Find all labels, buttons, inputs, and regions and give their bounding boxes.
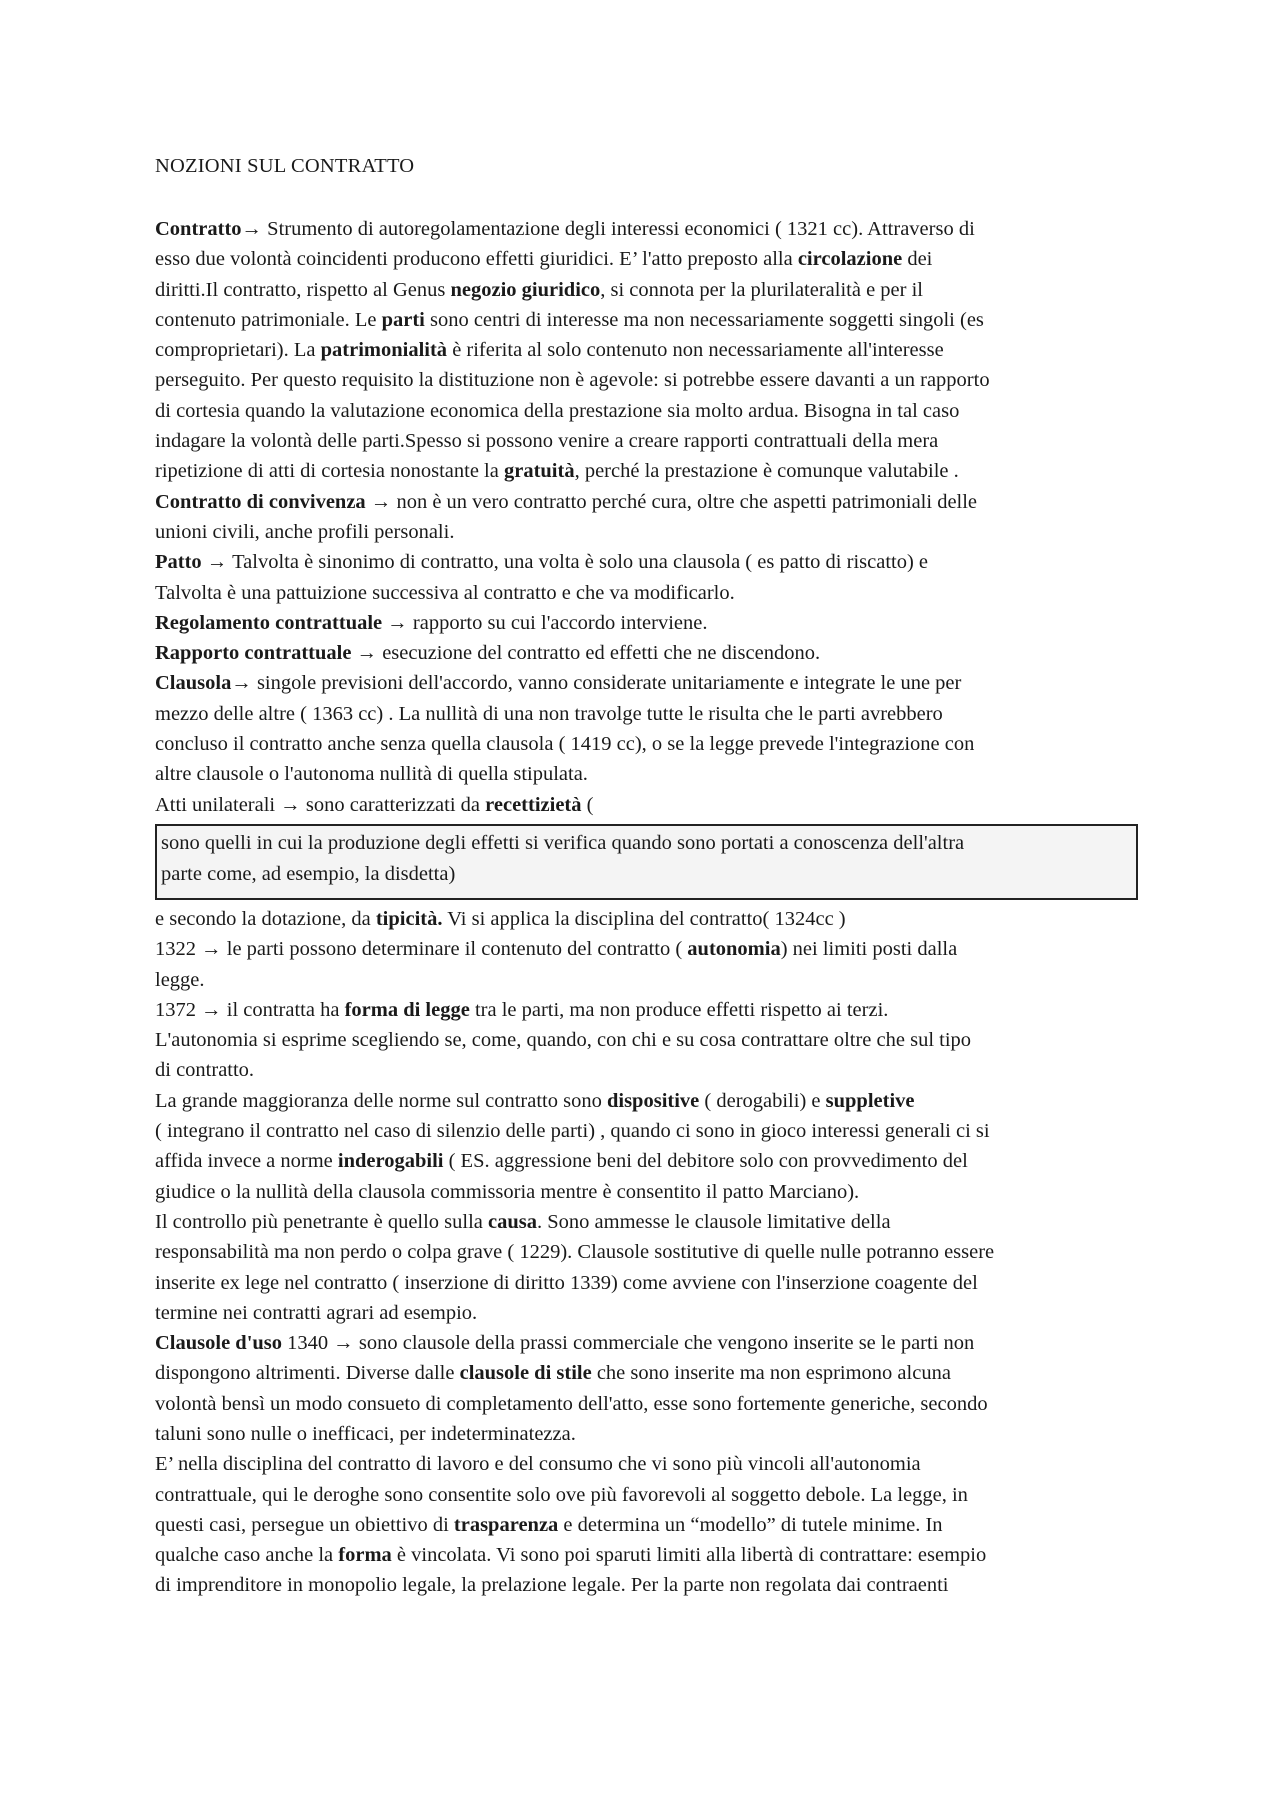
text-run: dei xyxy=(902,248,933,271)
text-line xyxy=(155,995,1135,1025)
bold-term: forma xyxy=(338,1544,392,1567)
bold-term: autonomia xyxy=(687,938,781,961)
text-run: e determina un “modello” di tutele minime. In xyxy=(558,1513,943,1536)
text-run: ripetizione di atti di cortesia nonostante la xyxy=(155,460,504,483)
text-line xyxy=(155,1449,1135,1479)
text-run: è riferita al solo contenuto non necessariamente all'interesse xyxy=(447,339,944,362)
text-run: giudice o la nullità della clausola commissoria mentre è consentito il patto Marciano). xyxy=(155,1180,860,1203)
text-line xyxy=(155,1055,1135,1085)
text-run: è vincolata. Vi sono poi sparuti limiti alla libertà di contrattare: esempio xyxy=(391,1544,987,1567)
text-line xyxy=(155,456,1135,486)
text-run: responsabilità ma non perdo o colpa grave ( 1229). Clausole sostitutive di quelle nulle potranno essere xyxy=(155,1241,995,1264)
text-run: termine nei contratti agrari ad esempio. xyxy=(155,1301,478,1324)
bold-term: tipicità. xyxy=(375,907,443,930)
text-line xyxy=(155,1207,1135,1237)
text-line xyxy=(155,396,1135,426)
text-run: → non è un vero contratto perché cura, oltre che aspetti patrimoniali delle xyxy=(365,490,978,513)
text-line xyxy=(155,1237,1135,1267)
text-run: di contratto. xyxy=(155,1059,255,1082)
text-run: affida invece a norme xyxy=(155,1150,338,1173)
bold-term: causa xyxy=(488,1210,538,1233)
text-run: parte come, ad esempio, la disdetta) xyxy=(161,862,456,885)
text-line xyxy=(155,517,1135,547)
bold-term: circolazione xyxy=(797,248,903,271)
text-run: concluso il contratto anche senza quella clausola ( 1419 cc), o se la legge prevede l'integrazione con xyxy=(155,733,975,756)
text-run: 1372 → il contratta ha xyxy=(155,998,345,1021)
text-run: di imprenditore in monopolio legale, la prelazione legale. Per la parte non regolata dai contraenti xyxy=(155,1574,949,1597)
text-line xyxy=(155,729,1135,759)
text-run: contrattuale, qui le deroghe sono consentite solo ove più favorevoli al soggetto debole. La legge, in xyxy=(155,1483,968,1506)
text-line xyxy=(155,547,1135,577)
text-line xyxy=(155,934,1135,964)
bold-term: patrimonialità xyxy=(320,339,448,362)
text-line xyxy=(155,1268,1135,1298)
text-run: 1322 → le parti possono determinare il contenuto del contratto ( xyxy=(155,938,688,961)
bold-term: trasparenza xyxy=(453,1513,559,1536)
text-line xyxy=(155,1419,1135,1449)
text-line xyxy=(155,426,1135,456)
bold-term: Patto xyxy=(155,551,202,574)
text-line xyxy=(155,305,1135,335)
text-run: perseguito. Per questo requisito la distituzione non è agevole: si potrebbe essere davanti a un rapporto xyxy=(155,369,990,392)
bold-term: suppletive xyxy=(825,1089,915,1112)
text-line xyxy=(155,1570,1135,1600)
text-line xyxy=(155,790,1135,820)
text-run: . Sono ammesse le clausole limitative della xyxy=(537,1210,891,1233)
bold-term: gratuità xyxy=(503,460,575,483)
text-run: indagare la volontà delle parti.Spesso si possono venire a creare rapporti contrattuali della mera xyxy=(155,430,939,453)
text-line xyxy=(155,1389,1135,1419)
text-run: diritti.Il contratto, rispetto al Genus xyxy=(155,278,451,301)
text-run: e secondo la dotazione, da xyxy=(155,907,376,930)
text-run: tra le parti, ma non produce effetti rispetto ai terzi. xyxy=(469,998,889,1021)
bold-term: dispositive xyxy=(606,1089,700,1112)
text-run: dispongono altrimenti. Diverse dalle xyxy=(155,1362,460,1385)
text-run: Il controllo più penetrante è quello sulla xyxy=(155,1210,489,1233)
text-line xyxy=(155,1480,1135,1510)
text-line xyxy=(155,365,1135,395)
bold-term: recettizietà xyxy=(485,793,582,816)
bold-term: Regolamento contrattuale xyxy=(155,611,383,634)
text-run: ) nei limiti posti dalla xyxy=(780,938,958,961)
highlighted-text-box xyxy=(155,824,1138,900)
text-run: taluni sono nulle o inefficaci, per indeterminatezza. xyxy=(155,1422,576,1445)
text-run: volontà bensì un modo consueto di completamento dell'atto, esse sono fortemente generiche, secondo xyxy=(155,1392,988,1415)
bold-term: inderogabili xyxy=(337,1150,444,1173)
bold-term: Clausola xyxy=(155,672,232,695)
document-body xyxy=(155,214,1135,1601)
text-run: questi casi, persegue un obiettivo di xyxy=(155,1513,454,1536)
text-line xyxy=(155,335,1135,365)
text-run: Vi si applica la disciplina del contratto( 1324cc ) xyxy=(442,907,846,930)
text-run: 1340 → sono clausole della prassi commerciale che vengono inserite se le parti non xyxy=(282,1332,975,1355)
text-run: , perché la prestazione è comunque valutabile . xyxy=(574,460,959,483)
text-line xyxy=(155,965,1135,995)
text-run: L'autonomia si esprime scegliendo se, come, quando, con chi e su cosa contrattare oltre che sul tipo xyxy=(155,1029,972,1052)
text-line xyxy=(155,1298,1135,1328)
text-run: sono centri di interesse ma non necessariamente soggetti singoli (es xyxy=(424,308,984,331)
text-run: contenuto patrimoniale. Le xyxy=(155,308,382,331)
text-run: → rapporto su cui l'accordo interviene. xyxy=(382,611,708,634)
text-run: → singole previsioni dell'accordo, vanno considerate unitariamente e integrate le une per xyxy=(231,672,962,695)
text-line xyxy=(155,487,1135,517)
text-line xyxy=(155,1025,1135,1055)
text-run: ( xyxy=(581,793,594,816)
text-line xyxy=(155,699,1135,729)
text-run: di cortesia quando la valutazione economica della prestazione sia molto ardua. Bisogna in tal caso xyxy=(155,399,960,422)
bold-term: Rapporto contrattuale xyxy=(155,642,352,665)
text-run: legge. xyxy=(155,968,205,991)
text-line xyxy=(155,1177,1135,1207)
bold-term: Contratto di convivenza xyxy=(155,490,366,513)
text-line xyxy=(161,859,1132,890)
text-run: , si connota per la plurilateralità e per il xyxy=(600,278,923,301)
text-run: Atti unilaterali → sono caratterizzati da xyxy=(155,793,486,816)
text-block-after-box xyxy=(155,904,1135,1601)
bold-term: negozio giuridico xyxy=(450,278,601,301)
text-line xyxy=(155,578,1135,608)
text-line xyxy=(155,759,1135,789)
text-run: inserite ex lege nel contratto ( inserzione di diritto 1339) come avviene con l'inserzione coagente del xyxy=(155,1271,978,1294)
bold-term: forma di legge xyxy=(344,998,470,1021)
text-run: qualche caso anche la xyxy=(155,1544,339,1567)
text-line xyxy=(155,214,1135,244)
text-line xyxy=(155,1328,1135,1358)
bold-term: Contratto xyxy=(155,218,242,240)
text-run: → Talvolta è sinonimo di contratto, una volta è solo una clausola ( es patto di riscatto) e xyxy=(201,551,929,574)
text-run: comproprietari). La xyxy=(155,339,321,362)
text-line xyxy=(155,668,1135,698)
text-line xyxy=(155,608,1135,638)
text-run: → esecuzione del contratto ed effetti che ne discendono. xyxy=(351,642,821,665)
text-block-before-box xyxy=(155,214,1135,820)
text-line xyxy=(155,1358,1135,1388)
text-run: esso due volontà coincidenti producono effetti giuridici. E’ l'atto preposto alla xyxy=(155,248,798,271)
bold-term: parti xyxy=(381,308,425,331)
text-run: ( ES. aggressione beni del debitore solo con provvedimento del xyxy=(443,1150,968,1173)
text-line xyxy=(155,275,1135,305)
text-run: mezzo delle altre ( 1363 cc) . La nullità di una non travolge tutte le risulta che le parti avrebbero xyxy=(155,702,943,725)
text-run: che sono inserite ma non esprimono alcuna xyxy=(591,1362,951,1385)
text-run: ( integrano il contratto nel caso di silenzio delle parti) , quando ci sono in gioco interessi generali ci si xyxy=(155,1120,990,1143)
text-line xyxy=(155,904,1135,934)
bold-term: clausole di stile xyxy=(459,1362,592,1385)
text-line xyxy=(155,1510,1135,1540)
text-run: ( derogabili) e xyxy=(699,1089,826,1112)
text-line xyxy=(155,1086,1135,1116)
text-line xyxy=(155,1146,1135,1176)
text-run: altre clausole o l'autonoma nullità di quella stipulata. xyxy=(155,763,588,786)
text-line xyxy=(155,638,1135,668)
text-run: E’ nella disciplina del contratto di lavoro e del consumo che vi sono più vincoli all'autonomia xyxy=(155,1453,921,1476)
text-line xyxy=(155,1116,1135,1146)
bold-term: Clausole d'uso xyxy=(155,1332,283,1355)
text-line xyxy=(161,828,1132,859)
text-line xyxy=(155,1540,1135,1570)
text-run: Talvolta è una pattuizione successiva al contratto e che va modificarlo. xyxy=(155,581,735,604)
page-title: NOZIONI SUL CONTRATTO xyxy=(155,155,415,177)
text-run: → Strumento di autoregolamentazione degli interessi economici ( 1321 cc). Attraverso di xyxy=(241,218,975,240)
text-run: La grande maggioranza delle norme sul contratto sono xyxy=(155,1089,607,1112)
text-run: sono quelli in cui la produzione degli effetti si verifica quando sono portati a conoscenza dell'altra xyxy=(161,831,965,854)
text-line xyxy=(155,244,1135,274)
text-run: unioni civili, anche profili personali. xyxy=(155,520,455,543)
